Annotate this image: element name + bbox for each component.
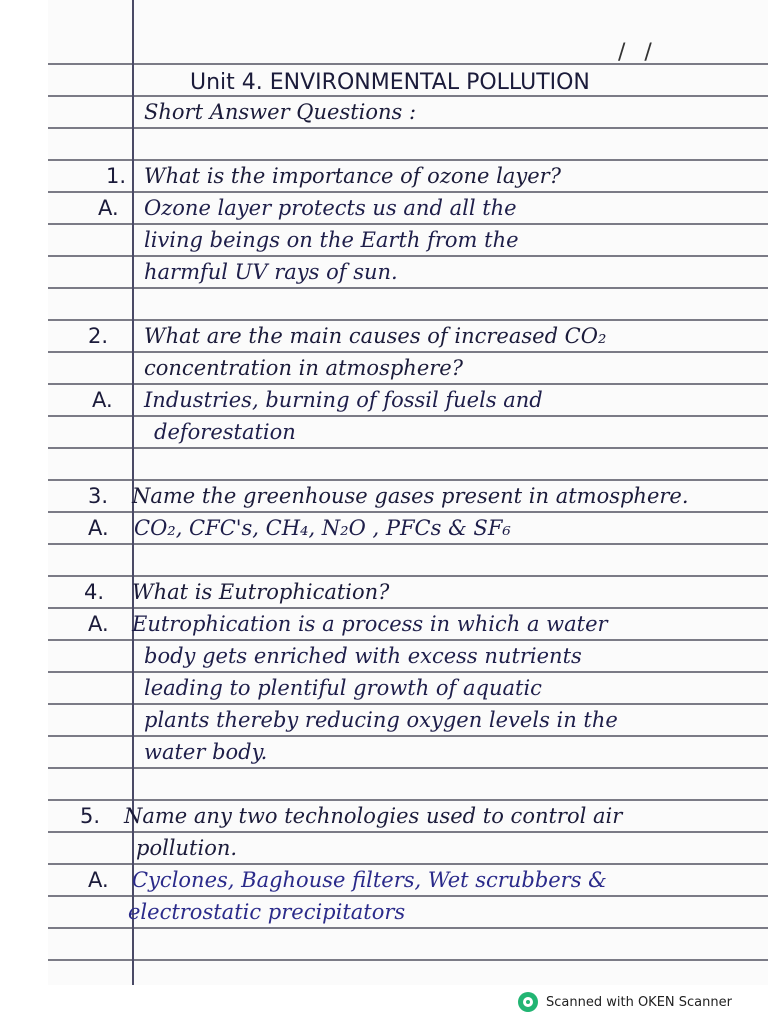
- question-number: 2.: [88, 324, 109, 348]
- notebook-page: [48, 0, 768, 985]
- page-subtitle: Short Answer Questions :: [144, 100, 417, 124]
- question-text: Name the greenhouse gases present in atmosphere.: [132, 484, 689, 508]
- question-text: What is the importance of ozone layer?: [144, 164, 561, 188]
- answer-text: deforestation: [154, 420, 296, 444]
- question-text: Name any two technologies used to control air: [124, 804, 623, 828]
- answer-text: living beings on the Earth from the: [144, 228, 519, 252]
- question-text: What is Eutrophication?: [132, 580, 390, 604]
- answer-label: A.: [88, 612, 109, 636]
- answer-label: A.: [98, 196, 119, 220]
- answer-label: A.: [92, 388, 113, 412]
- question-text: pollution.: [136, 836, 238, 860]
- question-number: 5.: [80, 804, 101, 828]
- question-number: 3.: [88, 484, 109, 508]
- answer-text: Eutrophication is a process in which a water: [132, 612, 608, 636]
- date-field: / /: [618, 40, 658, 65]
- scanner-watermark: [518, 990, 732, 1014]
- page-title: Unit 4. ENVIRONMENTAL POLLUTION: [190, 70, 590, 95]
- question-text: concentration in atmosphere?: [144, 356, 463, 380]
- answer-text: electrostatic precipitators: [128, 900, 406, 924]
- scanner-watermark-text: Scanned with OKEN Scanner: [546, 994, 732, 1010]
- answer-text: CO₂, CFC's, CH₄, N₂O , PFCs & SF₆: [134, 516, 511, 540]
- answer-text: leading to plentiful growth of aquatic: [144, 676, 542, 700]
- answer-label: A.: [88, 868, 109, 892]
- answer-text: plants thereby reducing oxygen levels in the: [144, 708, 618, 732]
- answer-text: Industries, burning of fossil fuels and: [144, 388, 543, 412]
- answer-label: A.: [88, 516, 109, 540]
- oken-scanner-logo-icon: [518, 992, 538, 1012]
- answer-text: Cyclones, Baghouse filters, Wet scrubbers &: [132, 868, 607, 892]
- question-text: What are the main causes of increased CO₂: [144, 324, 607, 348]
- answer-text: Ozone layer protects us and all the: [144, 196, 517, 220]
- answer-text: body gets enriched with excess nutrients: [144, 644, 582, 668]
- question-number: 1.: [106, 164, 127, 188]
- question-number: 4.: [84, 580, 105, 604]
- answer-text: harmful UV rays of sun.: [144, 260, 398, 284]
- answer-text: water body.: [144, 740, 268, 764]
